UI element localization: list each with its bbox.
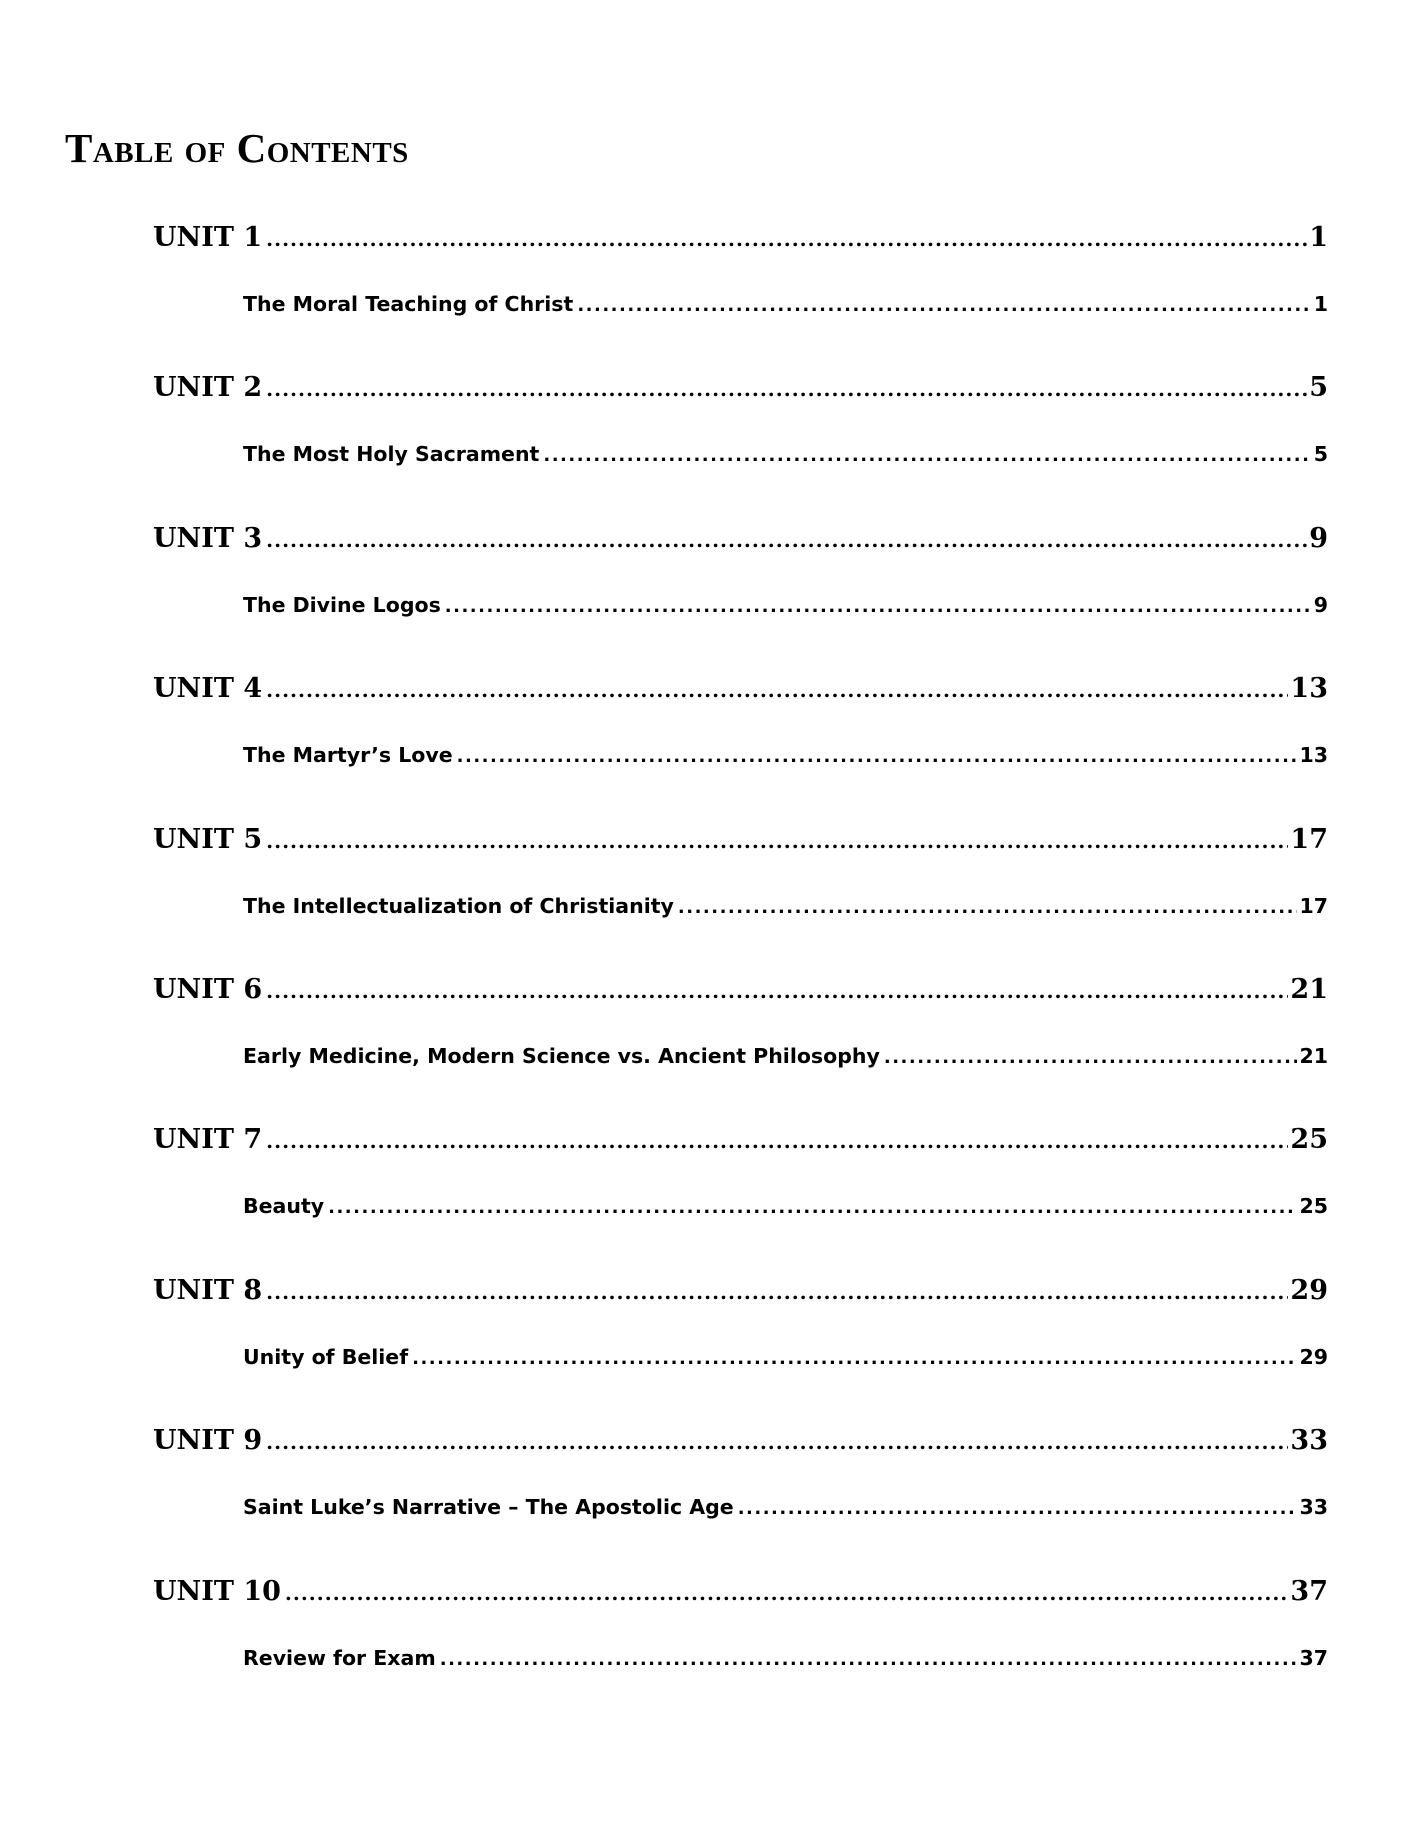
toc-topic-page-number: 9 <box>1313 593 1328 617</box>
toc-unit-page-number: 29 <box>1290 1275 1328 1306</box>
toc-unit-label: UNIT 6 <box>153 974 263 1005</box>
dot-leader <box>266 1275 1288 1306</box>
toc-unit-page-number: 9 <box>1309 523 1328 554</box>
dot-leader <box>457 743 1298 767</box>
dot-leader <box>266 523 1307 554</box>
toc-topic-entry[interactable] <box>243 1495 1328 1519</box>
toc-topic-entry[interactable] <box>243 894 1328 918</box>
toc-unit-page-number: 13 <box>1290 673 1328 704</box>
toc-topic-entry[interactable] <box>243 442 1328 466</box>
toc-unit-label: UNIT 9 <box>153 1425 263 1456</box>
toc-topic-label: Early Medicine, Modern Science vs. Ancient Philosophy <box>243 1044 880 1068</box>
toc-topic-page-number: 21 <box>1299 1044 1328 1068</box>
dot-leader <box>884 1044 1298 1068</box>
toc-topic-entry[interactable] <box>243 292 1328 316</box>
toc-unit-label: UNIT 5 <box>153 824 263 855</box>
dot-leader <box>445 593 1312 617</box>
toc-unit-entry[interactable] <box>153 1124 1328 1155</box>
dot-leader <box>678 894 1298 918</box>
toc-topic-page-number: 25 <box>1299 1194 1328 1218</box>
dot-leader <box>577 292 1311 316</box>
toc-unit-entry[interactable] <box>153 523 1328 554</box>
dot-leader <box>266 824 1288 855</box>
toc-unit-entry[interactable] <box>153 974 1328 1005</box>
toc-unit-entry[interactable] <box>153 372 1328 403</box>
toc-unit-label: UNIT 2 <box>153 372 263 403</box>
toc-topic-entry[interactable] <box>243 743 1328 767</box>
toc-topic-label: Beauty <box>243 1194 325 1218</box>
toc-unit-page-number: 25 <box>1290 1124 1328 1155</box>
toc-unit-label: UNIT 1 <box>153 222 263 253</box>
dot-leader <box>738 1495 1298 1519</box>
toc-topic-label: The Most Holy Sacrament <box>243 442 540 466</box>
toc-topic-page-number: 17 <box>1299 894 1328 918</box>
toc-unit-label: UNIT 7 <box>153 1124 263 1155</box>
dot-leader <box>543 442 1311 466</box>
page-title: Table of Contents <box>65 125 409 171</box>
dot-leader <box>266 222 1307 253</box>
toc-topic-page-number: 37 <box>1299 1646 1328 1670</box>
toc-topic-page-number: 1 <box>1313 292 1328 316</box>
toc-unit-label: UNIT 3 <box>153 523 263 554</box>
dot-leader <box>266 974 1288 1005</box>
toc-unit-entry[interactable] <box>153 1576 1328 1607</box>
toc-topic-label: The Intellectualization of Christianity <box>243 894 674 918</box>
toc-unit-page-number: 33 <box>1290 1425 1328 1456</box>
toc-topic-entry[interactable] <box>243 593 1328 617</box>
dot-leader <box>328 1194 1297 1218</box>
toc-topic-entry[interactable] <box>243 1646 1328 1670</box>
toc-unit-entry[interactable] <box>153 673 1328 704</box>
toc-topic-entry[interactable] <box>243 1345 1328 1369</box>
toc-topic-page-number: 13 <box>1299 743 1328 767</box>
dot-leader <box>440 1646 1298 1670</box>
toc-unit-label: UNIT 4 <box>153 673 263 704</box>
toc-unit-page-number: 21 <box>1290 974 1328 1005</box>
toc-topic-label: Saint Luke’s Narrative – The Apostolic Age <box>243 1495 734 1519</box>
toc-topic-page-number: 5 <box>1313 442 1328 466</box>
toc-topic-label: The Divine Logos <box>243 593 441 617</box>
toc-topic-entry[interactable] <box>243 1194 1328 1218</box>
toc-unit-page-number: 1 <box>1309 222 1328 253</box>
dot-leader <box>266 673 1288 704</box>
toc-unit-entry[interactable] <box>153 222 1328 253</box>
toc-unit-page-number: 37 <box>1290 1576 1328 1607</box>
dot-leader <box>266 1425 1288 1456</box>
toc-unit-entry[interactable] <box>153 824 1328 855</box>
toc-unit-page-number: 5 <box>1309 372 1328 403</box>
toc-topic-page-number: 29 <box>1299 1345 1328 1369</box>
dot-leader <box>412 1345 1297 1369</box>
toc-topic-page-number: 33 <box>1299 1495 1328 1519</box>
toc-topic-entry[interactable] <box>243 1044 1328 1068</box>
toc-topic-label: Review for Exam <box>243 1646 436 1670</box>
toc-unit-label: UNIT 10 <box>153 1576 281 1607</box>
toc-topic-label: The Moral Teaching of Christ <box>243 292 574 316</box>
toc-topic-label: The Martyr’s Love <box>243 743 453 767</box>
toc-topic-label: Unity of Belief <box>243 1345 409 1369</box>
toc-unit-label: UNIT 8 <box>153 1275 263 1306</box>
toc-unit-entry[interactable] <box>153 1275 1328 1306</box>
dot-leader <box>285 1576 1289 1607</box>
dot-leader <box>266 1124 1288 1155</box>
toc-unit-page-number: 17 <box>1290 824 1328 855</box>
dot-leader <box>266 372 1307 403</box>
toc-unit-entry[interactable] <box>153 1425 1328 1456</box>
